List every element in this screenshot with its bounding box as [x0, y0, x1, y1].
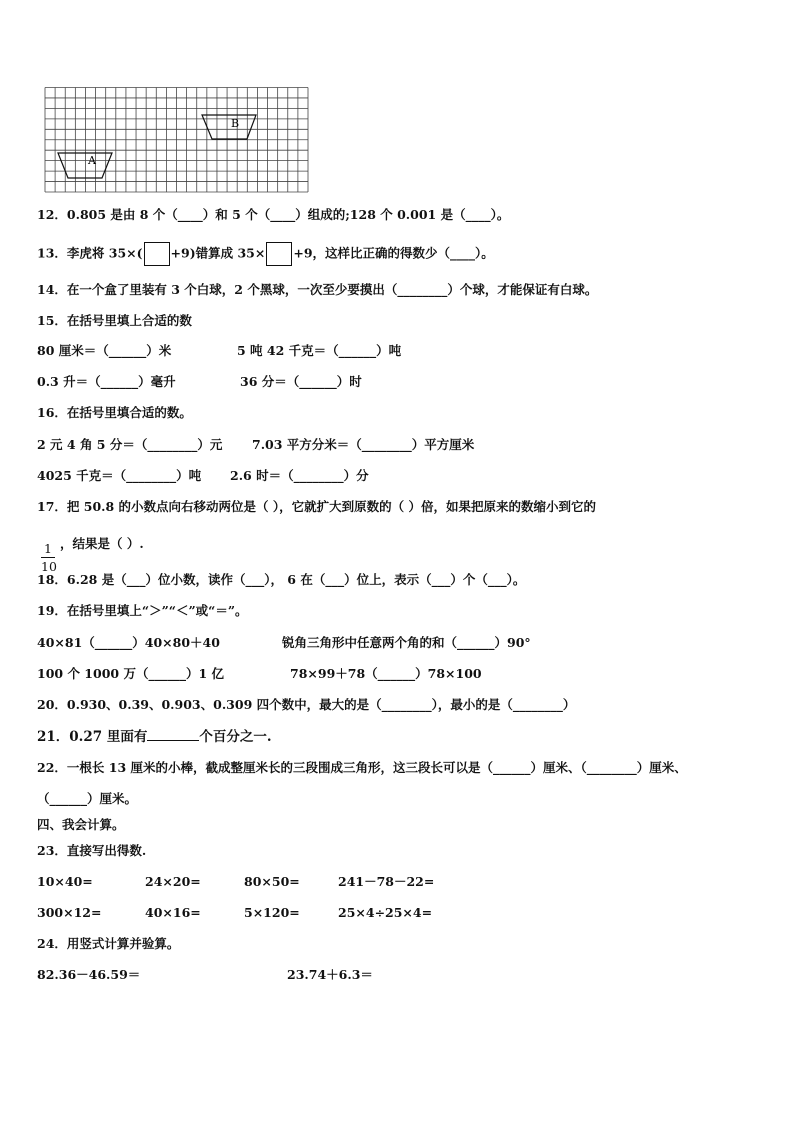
question-16-r1a: 2 元 4 角 5 分＝（________）元 — [37, 437, 223, 452]
answer-box-1 — [144, 242, 170, 266]
calc-5: 300×12= — [37, 905, 102, 920]
question-16-r2a: 4025 千克＝（________）吨 — [37, 468, 202, 483]
question-13-part3: +9，这样比正确的得数少（____）。 — [293, 245, 494, 261]
grid-figure — [44, 87, 310, 193]
trapezoid-b-label: B — [231, 117, 240, 130]
question-14: 14．在一个盒了里装有 3 个白球，2 个黑球，一次至少要摸出（________）个球，才能保证有白球。 — [37, 282, 598, 297]
vertical-calc-2: 23.74＋6.3＝ — [287, 967, 373, 982]
question-17-line1: 17．把 50.8 的小数点向右移动两位是（ ），它就扩大到原数的（ ）倍，如果把原来的数缩小到它的 — [37, 499, 596, 514]
question-21-before: 21．0.27 里面有 — [37, 729, 148, 745]
answer-box-2 — [266, 242, 292, 266]
calc-6: 40×16= — [145, 905, 201, 920]
question-15-title: 15．在括号里填上合适的数 — [37, 313, 192, 328]
question-23-title: 23．直接写出得数. — [37, 843, 147, 858]
question-16-r2b: 2.6 时＝（________）分 — [230, 468, 369, 483]
answer-blank — [147, 729, 199, 741]
calc-8: 25×4÷25×4= — [338, 905, 433, 920]
question-19-r1a: 40×81（______）40×80＋40 — [37, 635, 220, 650]
vertical-calc-1: 82.36－46.59＝ — [37, 967, 141, 982]
question-13 — [37, 242, 494, 266]
question-22-line1: 22．一根长 13 厘米的小棒，截成整厘米长的三段围成三角形，这三段长可以是（______）厘米、（________）厘米、 — [37, 760, 687, 775]
question-15-r1a: 80 厘米＝（______）米 — [37, 343, 172, 358]
calc-2: 24×20= — [145, 874, 201, 889]
trapezoid-a — [58, 153, 112, 178]
question-18: 18．6.28 是（___）位小数，读作（___）， 6 在（___）位上，表示（___）个（___）。 — [37, 572, 526, 587]
question-15-r2b: 36 分＝（______）时 — [240, 374, 362, 389]
section-4-heading: 四、我会计算。 — [37, 817, 125, 832]
question-16-r1b: 7.03 平方分米＝（________）平方厘米 — [252, 437, 475, 452]
calc-4: 241－78－22= — [338, 874, 435, 889]
question-17-line2: ，结果是（ ）. — [60, 536, 144, 551]
calc-3: 80×50= — [244, 874, 300, 889]
calc-7: 5×120= — [244, 905, 300, 920]
question-13-part1: 13．李虎将 35×( — [37, 245, 143, 261]
grid-lines — [45, 88, 308, 193]
trapezoid-a-label: A — [88, 154, 96, 167]
question-20: 20．0.930、0.39、0.903、0.309 四个数中，最大的是（________），最小的是（________） — [37, 697, 576, 712]
question-19-r2a: 100 个 1000 万（______）1 亿 — [37, 666, 224, 681]
question-12: 12．0.805 是由 8 个（____）和 5 个（____）组成的;128 个 0.001 是（____）。 — [37, 207, 510, 222]
fraction-numerator: 1 — [41, 541, 55, 558]
question-21-after: 个百分之一. — [199, 729, 272, 745]
question-15-r2a: 0.3 升＝（______）毫升 — [37, 374, 176, 389]
question-24-title: 24．用竖式计算并验算。 — [37, 936, 180, 951]
question-13-part2: +9)错算成 35× — [170, 245, 266, 261]
question-19-title: 19．在括号里填上“＞”“＜”或“＝”。 — [37, 603, 248, 618]
question-16-title: 16．在括号里填合适的数。 — [37, 405, 192, 420]
question-22-line2: （______）厘米。 — [37, 791, 138, 806]
fraction-denominator: 10 — [41, 559, 57, 574]
question-19-r1b: 锐角三角形中任意两个角的和（______）90° — [282, 635, 531, 650]
question-15-r1b: 5 吨 42 千克＝（______）吨 — [237, 343, 402, 358]
calc-1: 10×40= — [37, 874, 93, 889]
question-19-r2b: 78×99＋78（______）78×100 — [290, 666, 482, 681]
question-21 — [37, 729, 272, 745]
fraction-one-tenth — [41, 541, 55, 575]
